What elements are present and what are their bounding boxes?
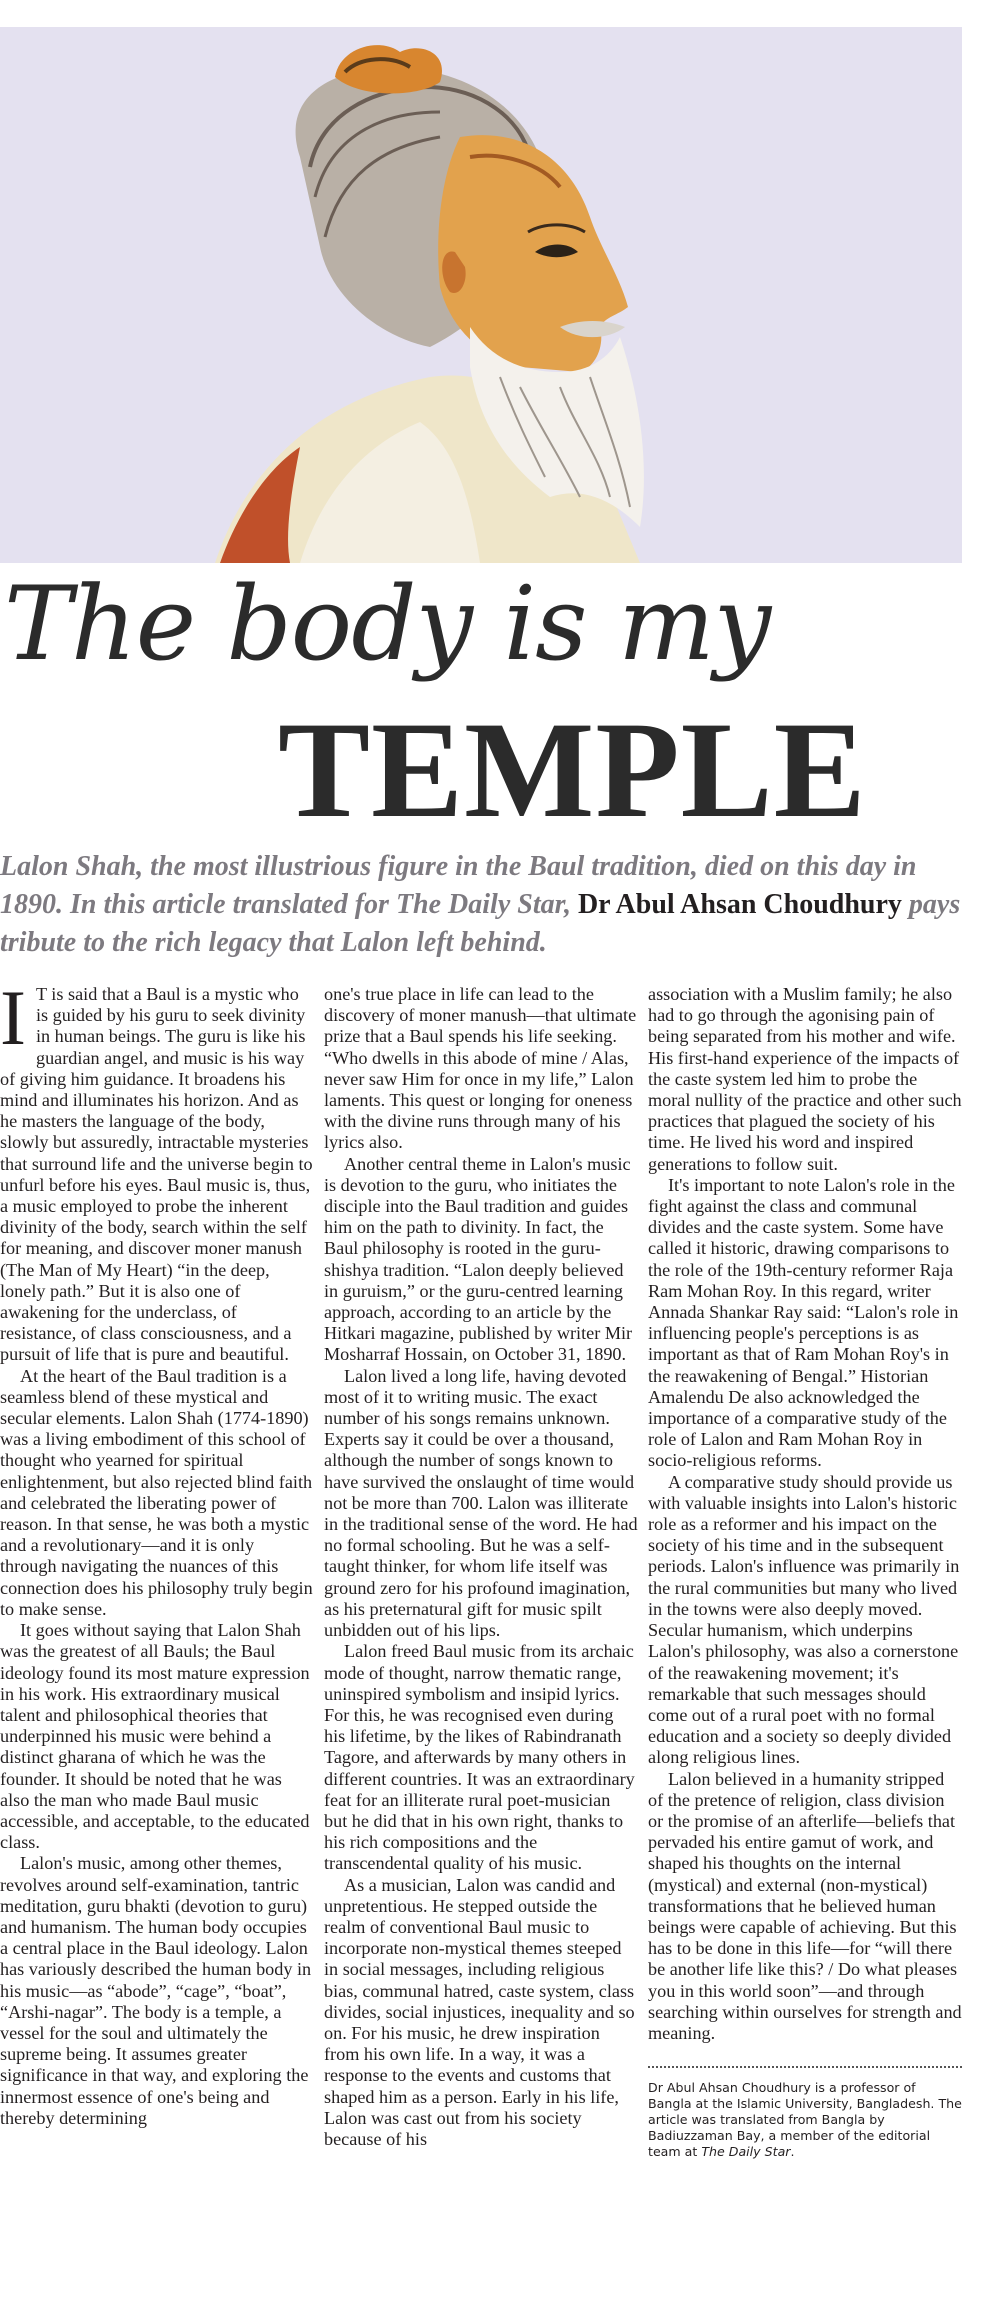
headline-line-2: TEMPLE bbox=[278, 693, 867, 846]
deck-intro: Lalon Shah, the most illustrious figure in the Baul tradition, died on this day in 1890. In this article translated for The Daily Star, bbox=[0, 851, 917, 920]
paragraph: A comparative study should provide us with valuable insights into Lalon's historic role as a reformer and his impact on the society of his time and in the subsequent periods. Lalon's influence was primarily in the rural communities but many who lived in the towns were also deeply moved. Secular humanism, which underpins Lalon's philosophy, was also a cornerstone of the reawakening movement; it's remarkable that such messages should come out of a rural poet with no formal education and a society so deeply divided along religious lines. bbox=[648, 1471, 960, 1768]
lalon-portrait-illustration bbox=[0, 27, 962, 563]
paragraph: association with a Muslim family; he also had to go through the agonising pain of being separated from his mother and wife. His first-hand experience of the impacts of the caste system led him to probe the moral nullity of the practice and other such practices that plagued the society of his time. He lived his word and inspired generations to follow suit. bbox=[648, 984, 962, 1174]
paragraph: It's important to note Lalon's role in the fight against the class and communal divides and the caste system. Some have called it historic, drawing comparisons to the role of the 19th-century reformer Raja Ram Mohan Roy. In this regard, writer Annada Shankar Ray said: “Lalon's role in influencing people's perceptions is as important as that of Ram Mohan Roy's in the reawakening of Bengal.” Historian Amalendu De also acknowledged the importance of a comparative study of the role of Lalon and Ram Mohan Roy in socio-religious reforms. bbox=[648, 1174, 959, 1471]
bio-end: . bbox=[790, 2144, 795, 2160]
paragraph: Lalon lived a long life, having devoted most of it to writing music. The exact number of his songs remains unknown. Experts say it could be over a thousand, although the number of songs known to have survived the onslaught of time would not be more than 700. Lalon was illiterate in the traditional sense of the word. He had no formal schooling. But he was a self-taught thinker, for whom life itself was ground zero for his profound imagination, as his preternatural gift for music spilt unbidden out of his lips. bbox=[324, 1365, 638, 1641]
article-body bbox=[0, 984, 962, 2310]
article-column-2 bbox=[324, 984, 638, 2310]
author-bio bbox=[648, 2080, 962, 2160]
bio-text: Dr Abul Ahsan Choudhury is a professor of Bangla at the Islamic University, Bangladesh. The article was translated from Bangla by Badiuzzaman Bay, a member of the editorial team at bbox=[648, 2080, 962, 2160]
drop-cap: I bbox=[0, 984, 26, 1061]
article-column-3 bbox=[648, 984, 962, 2310]
paragraph: one's true place in life can lead to the discovery of moner manush—that ultimate prize that a Baul spends his life seeking. “Who dwells in this abode of mine / Alas, never saw Him for once in my life,” Lalon laments. This quest or longing for oneness with the divine runs through many of his lyrics also. bbox=[324, 984, 637, 1153]
paragraph: As a musician, Lalon was candid and unpretentious. He stepped outside the realm of conventional Baul music to incorporate non-mystical themes steeped in social messages, including religious bias, communal hatred, caste system, class divides, social injustices, inequality and so on. For his music, he drew inspiration from his own life. In a way, it was a response to the events and customs that shaped him as a person. Early in his life, Lalon was cast out from his society because of his bbox=[324, 1874, 635, 2149]
bio-paper-name: The Daily Star bbox=[701, 2144, 791, 2160]
article-deck bbox=[0, 848, 962, 962]
paragraph: Lalon believed in a humanity stripped of the pretence of religion, class division or the promise of an afterlife—beliefs that pervaded his entire gamut of work, and shaped his thoughts on the internal (mystical) and external (non-mystical) transformations that he believed human beings were capable of achieving. But this has to be done in this life—for “will there be another life like this? / Do what pleases you in this world soon”—and through searching within ourselves for strength and meaning. bbox=[648, 1768, 962, 2043]
paragraph: T is said that a Baul is a mystic who is guided by his guru to seek divinity in human beings. The guru is like his guardian angel, and music is his way of giving him guidance. It broadens his mind and illuminates his horizon. And as he masters the language of the body, slowly but assuredly, intractable mysteries that surround life and the universe begin to unfurl before his eyes. Baul music is, thus, a music employed to probe the inherent divinity of the body, search within the self for meaning, and discover moner manush (The Man of My Heart) “in the deep, lonely path.” But it is also one of awakening for the underclass, of resistance, of class consciousness, and a pursuit of life that is pure and beautiful. bbox=[0, 984, 313, 1365]
paragraph: At the heart of the Baul tradition is a seamless blend of these mystical and secular elements. Lalon Shah (1774-1890) was a living embodiment of this school of thought who yearned for spiritual enlightenment, but also rejected blind faith and celebrated the liberating power of reason. In that sense, he was both a mystic and a revolutionary—and it is only through navigating the nuances of this connection does his philosophy truly begin to make sense. bbox=[0, 1365, 313, 1619]
paragraph: It goes without saying that Lalon Shah was the greatest of all Bauls; the Baul ideology found its most mature expression in his work. His extraordinary musical talent and philosophical theories that underpinned his music were behind a distinct gharana of which he was the founder. It should be noted that he was also the man who made Baul music accessible, and acceptable, to the educated class. bbox=[0, 1620, 310, 1853]
dotted-divider bbox=[648, 2066, 962, 2068]
deck-author: Dr Abul Ahsan Choudhury bbox=[577, 889, 902, 920]
paragraph: Lalon freed Baul music from its archaic mode of thought, narrow thematic range, uninspired symbolism and insipid lyrics. For this, he was recognised even during his lifetime, by the likes of Rabindranath Tagore, and afterwards by many others in different countries. It was an extraordinary feat for an illiterate rural poet-musician but he did that in his own right, thanks to his rich compositions and the transcendental quality of his music. bbox=[324, 1641, 635, 1874]
paragraph: Another central theme in Lalon's music is devotion to the guru, who initiates the disciple into the Baul tradition and guides him on the path to divinity. In fact, the Baul philosophy is rooted in the guru-shishya tradition. “Lalon deeply believed in guruism,” or the guru-centred learning approach, according to an article by the Hitkari magazine, published by writer Mir Mosharraf Hossain, on October 31, 1890. bbox=[324, 1153, 633, 1365]
hero-illustration bbox=[0, 27, 962, 563]
article-column-1 bbox=[0, 984, 314, 2310]
headline-line-1: The body is my bbox=[4, 565, 771, 684]
paragraph: Lalon's music, among other themes, revolves around self-examination, tantric meditation, guru bhakti (devotion to guru) and humanism. The human body occupies a central place in the Baul ideology. Lalon has variously described the human body in his music—as “abode”, “cage”, “boat”, “Arshi-nagar”. The body is a temple, a vessel for the soul and ultimately the supreme being. It assumes greater significance in that way, and exploring the innermost essence of one's being and thereby determining bbox=[0, 1853, 312, 2128]
deck-outro: pays tribute to the rich legacy that Lalon left behind. bbox=[0, 889, 961, 958]
